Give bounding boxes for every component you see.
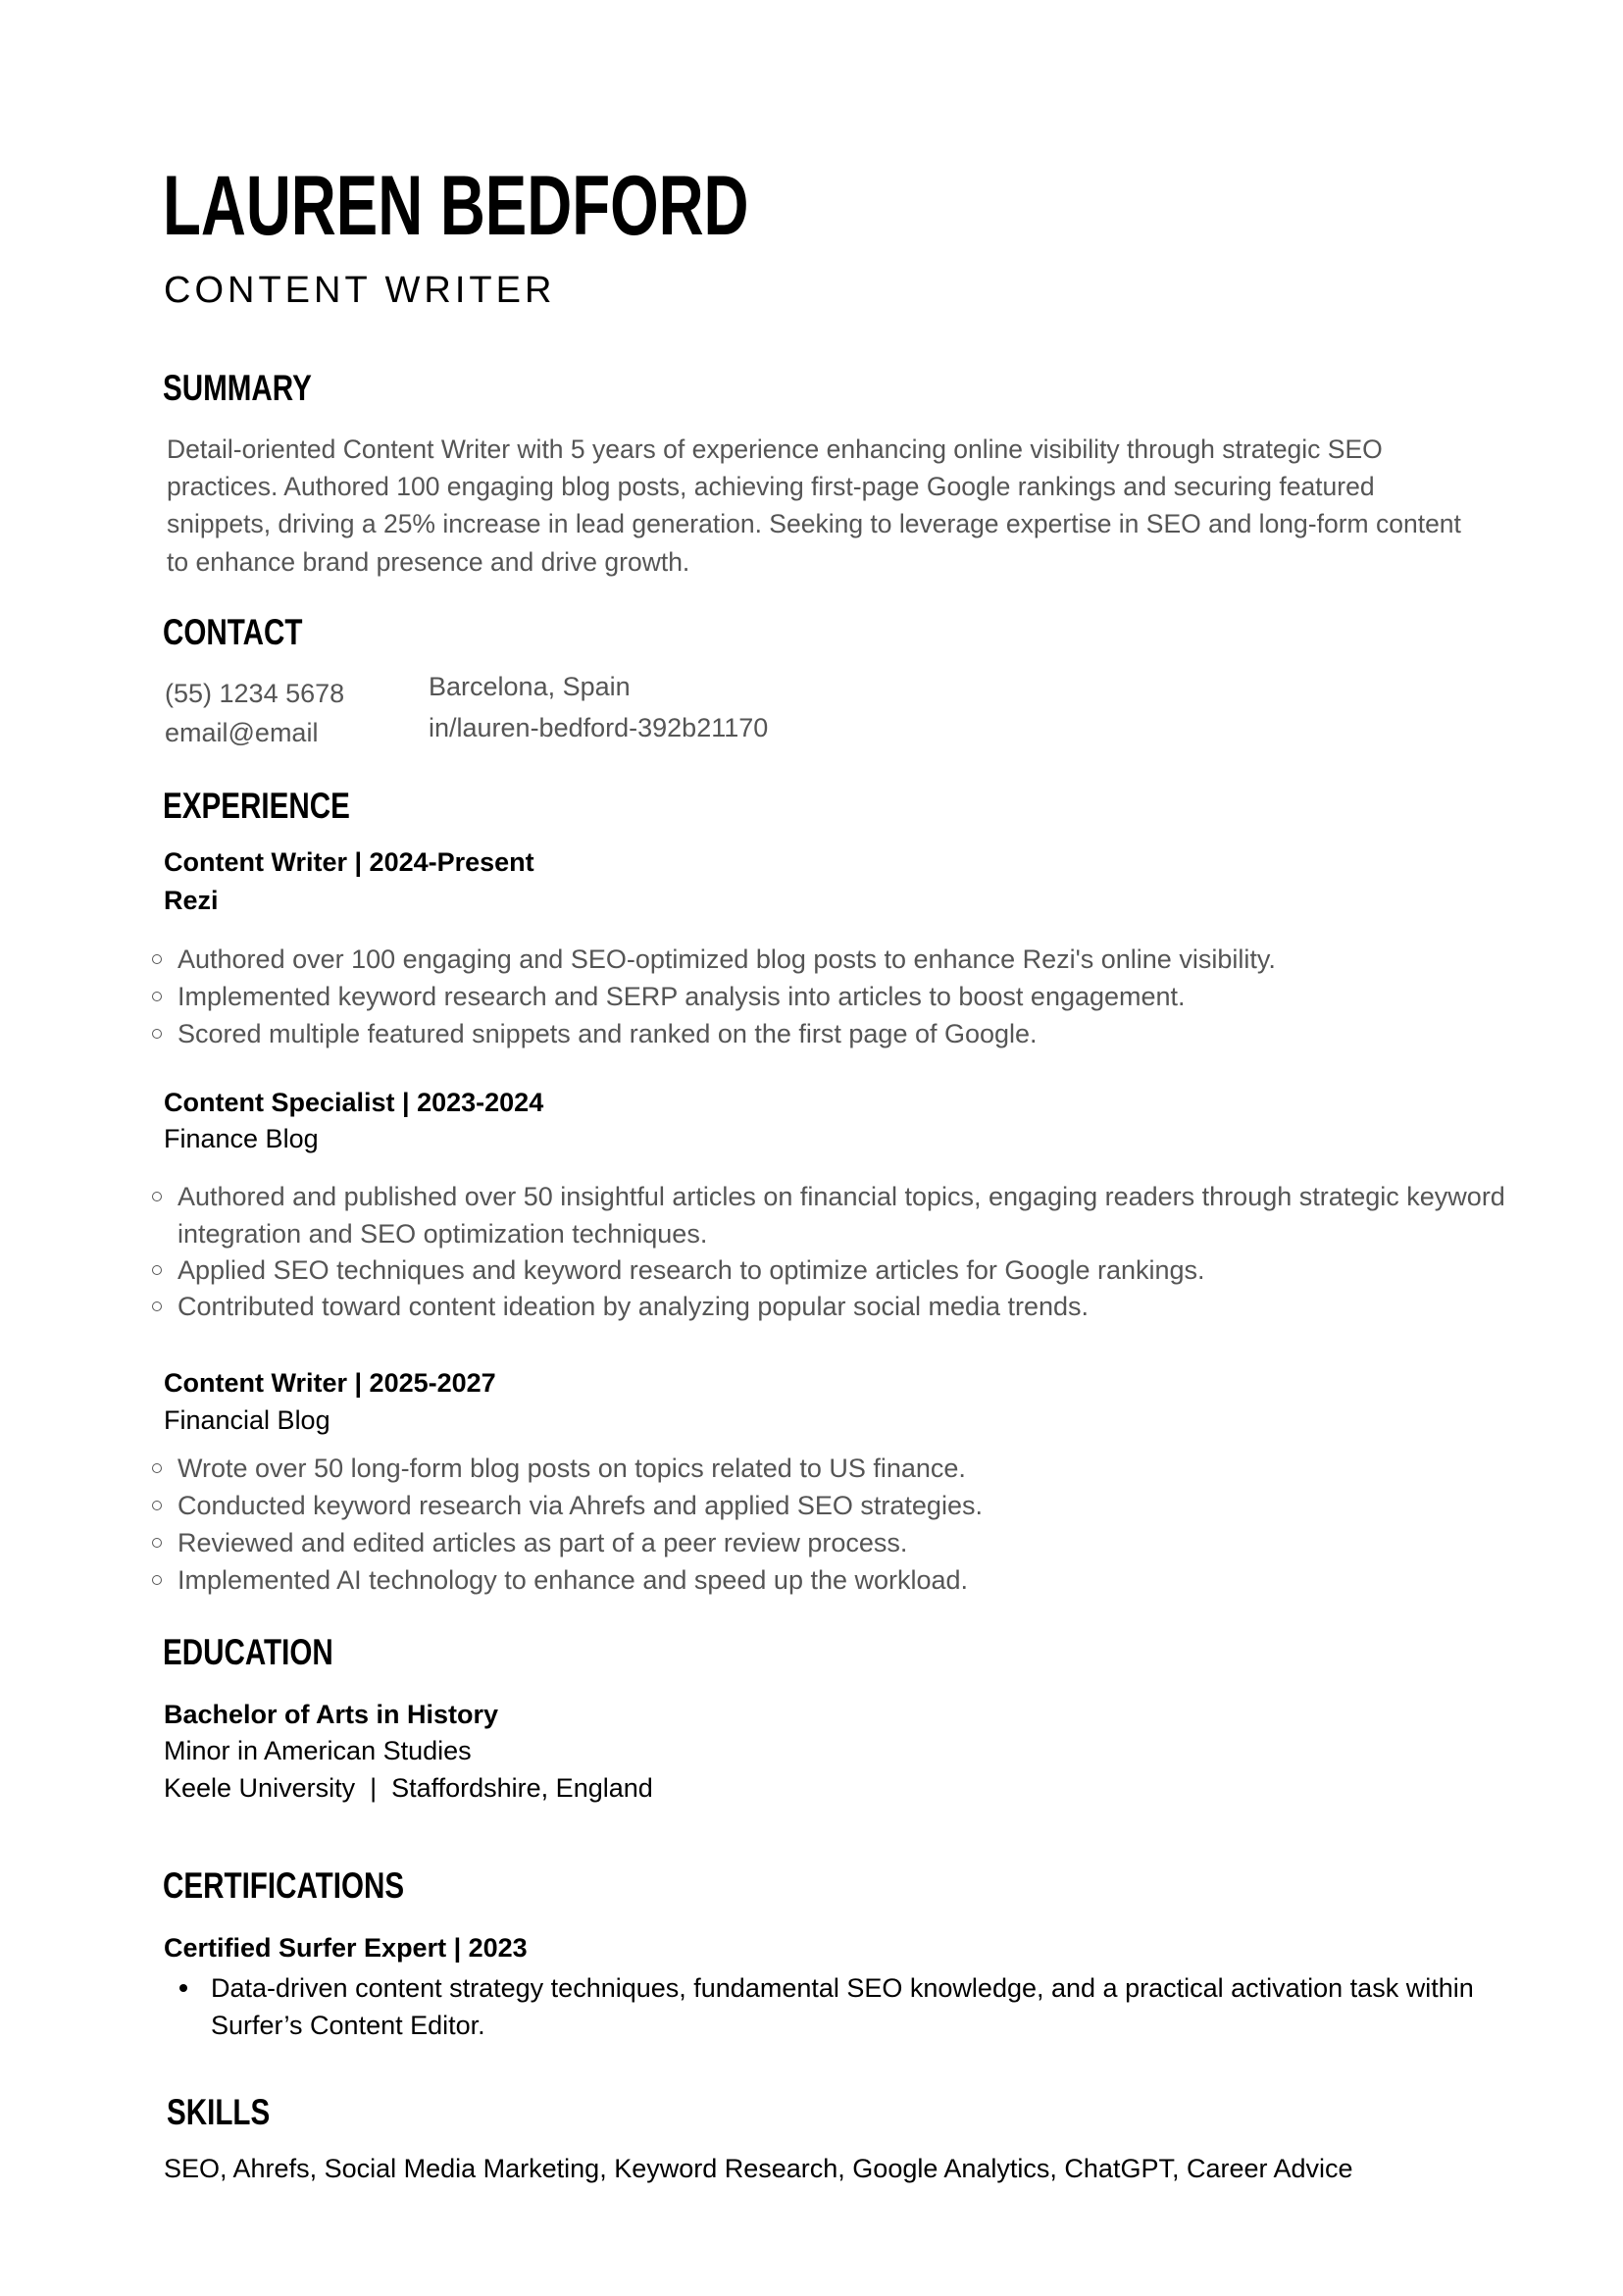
hollow-bullet-icon: [152, 1301, 162, 1311]
contact-heading: CONTACT: [163, 612, 303, 652]
contact-linkedin: in/lauren-bedford-392b21170: [429, 713, 769, 742]
hollow-bullet-icon: [152, 992, 162, 1001]
certifications-heading: CERTIFICATIONS: [163, 1865, 405, 1906]
education-heading: EDUCATION: [163, 1632, 333, 1672]
hollow-bullet-icon: [152, 1538, 162, 1548]
job-role: Content Writer | 2024-Present: [164, 847, 534, 877]
job-title: CONTENT WRITER: [164, 270, 556, 311]
experience-heading: EXPERIENCE: [163, 786, 350, 826]
hollow-bullet-icon: [152, 1192, 162, 1201]
summary-heading: SUMMARY: [163, 368, 312, 408]
summary-text: Detail-oriented Content Writer with 5 years of experience enhancing online visibility through strategic SEO practices. Authored 100 engaging blog posts, achieving first-page Google rankings and securing featured snippets, driving a 25% increase in lead generation. Seeking to leverage expertise in SEO and long-form content to enhance brand presence and drive growth.: [167, 434, 1461, 577]
hollow-bullet-icon: [152, 1463, 162, 1473]
hollow-bullet-icon: [152, 1575, 162, 1585]
hollow-bullet-icon: [152, 1265, 162, 1275]
candidate-name: LAUREN BEDFORD: [163, 159, 749, 253]
job-company: Rezi: [164, 886, 219, 915]
contact-email: email@email: [165, 718, 319, 747]
contact-location: Barcelona, Spain: [429, 672, 631, 701]
skills-list: SEO, Ahrefs, Social Media Marketing, Keyword Research, Google Analytics, ChatGPT, Career Advice: [164, 2154, 1353, 2183]
job-role: Content Specialist | 2023-2024: [164, 1088, 544, 1117]
education-degree: Bachelor of Arts in History: [164, 1700, 499, 1729]
education-school: Keele University | Staffordshire, England: [164, 1773, 653, 1803]
job-company: Financial Blog: [164, 1405, 330, 1435]
job-company: Finance Blog: [164, 1124, 319, 1153]
contact-phone: (55) 1234 5678: [165, 679, 345, 708]
bullet-icon: [179, 1984, 187, 1992]
skills-heading: SKILLS: [167, 2092, 271, 2132]
education-minor: Minor in American Studies: [164, 1736, 472, 1765]
job-role: Content Writer | 2025-2027: [164, 1368, 496, 1398]
hollow-bullet-icon: [152, 1501, 162, 1510]
certification-title: Certified Surfer Expert | 2023: [164, 1933, 528, 1963]
hollow-bullet-icon: [152, 954, 162, 964]
hollow-bullet-icon: [152, 1029, 162, 1039]
